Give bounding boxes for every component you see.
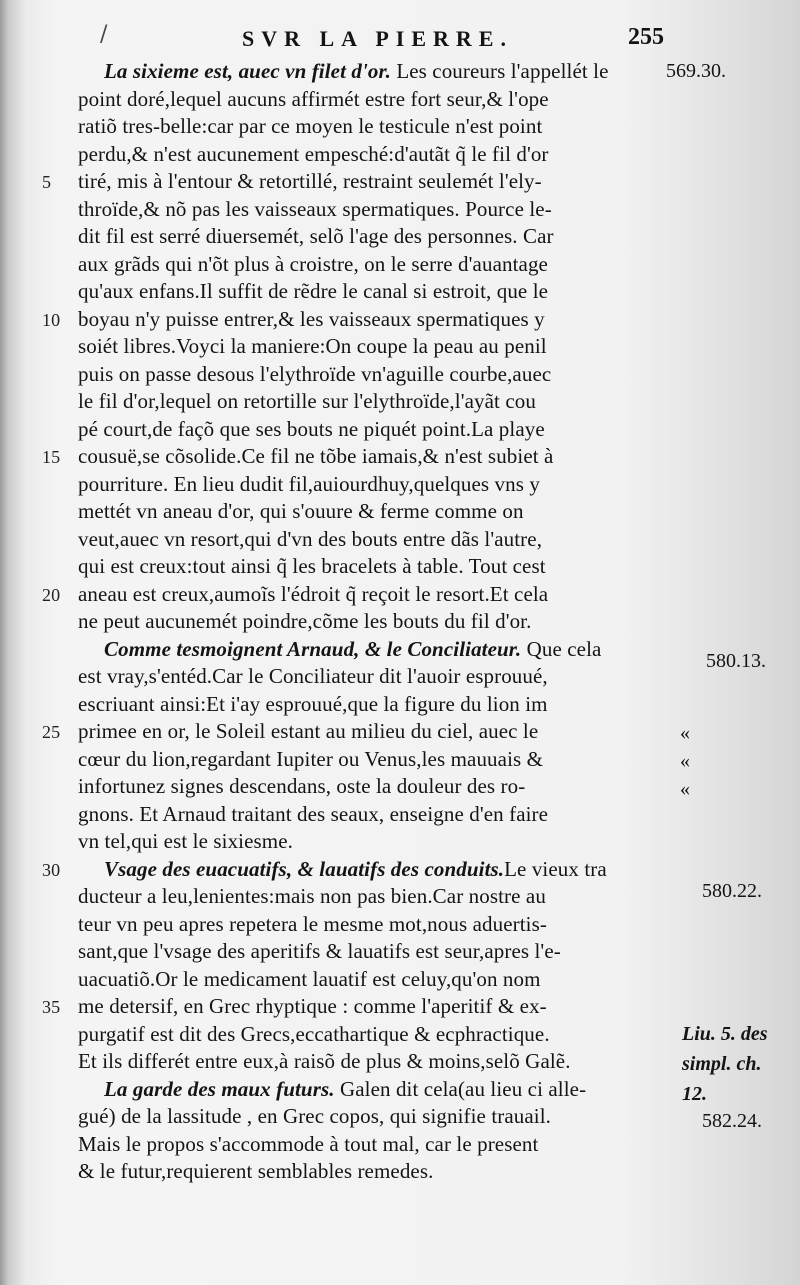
line-content [78,1103,551,1131]
line-content [78,498,524,526]
line-content [78,938,561,966]
line-content [78,361,551,389]
line-content [78,718,538,746]
line-text: Le vieux tra [504,856,607,881]
line-content [78,306,545,334]
line-text: boyau n'y puisse entrer,& les vaisseaux spermatiques y [78,306,545,331]
line-content [78,141,549,169]
line-content [78,663,548,691]
line-content [78,966,541,994]
line-number: 25 [42,722,61,742]
line-content [78,1158,433,1186]
line-text: soiét libres.Voyci la maniere:On coupe la peau au penil [78,334,547,358]
line-text: ducteur a leu,lenientes:mais non pas bien.Car nostre au [78,884,546,908]
line-text: throïde,& nõ pas les vaisseaux spermatiques. Pource le- [78,196,552,221]
line-text: purgatif est dit des Grecs,eccathartique & ecphractique. [78,1021,550,1046]
page-number: 255 [628,24,664,50]
line-content [78,883,546,911]
text-line [42,718,682,746]
line-content [78,113,542,141]
text-line [62,691,682,719]
margin-ref: 580.22. [702,880,762,902]
line-text: point doré,lequel aucuns affirmét estre fort seur,& l'ope [78,86,549,111]
text-line [42,581,682,609]
line-text: Galen dit cela(au lieu ci alle- [334,1076,587,1101]
line-content [78,553,546,581]
text-line [62,141,682,169]
main-text-block [42,58,682,1186]
line-content [78,86,549,114]
line-text: aux grãds qui n'õt plus à croistre, on le serre d'auantage [78,251,548,276]
text-line [62,938,682,966]
text-line [62,1131,682,1159]
line-content [78,416,545,444]
line-content [78,223,554,251]
line-text: Et ils differét entre eux,à raisõ de plus & moins,selõ Galẽ. [78,1049,571,1073]
rubric-label: La garde des maux futurs. [104,1076,335,1101]
line-text: pourriture. En lieu dudit fil,auiourdhuy,quelques vns y [78,471,540,496]
line-text: teur vn peu apres repetera le mesme mot,nous aduertis- [78,911,547,936]
line-text: escriuant ainsi:Et i'ay esprouué,que la figure du lion im [78,691,548,716]
line-text: est vray,s'entéd.Car le Conciliateur dit l'auoir esprouué, [78,664,548,688]
text-line [62,86,682,114]
rubric-label: Vsage des euacuatifs, & lauatifs des conduits. [104,856,505,881]
line-text: aneau est creux,aumoĩs l'édroit q̃ reçoit le resort.Et cela [78,581,549,606]
line-content [78,443,553,471]
text-line [42,993,682,1021]
line-content [78,278,548,306]
text-line [62,608,682,636]
line-content [104,856,607,884]
line-text: & le futur,requierent semblables remedes. [78,1159,434,1183]
line-content [78,581,548,609]
text-line [62,911,682,939]
margin-quote-mark: « [680,750,690,772]
text-line [42,168,682,196]
text-line [62,1103,682,1131]
line-text: le fil d'or,lequel on retortille sur l'elythroïde,l'ayãt cou [78,389,536,413]
line-text: Les coureurs l'appellét le [390,59,609,83]
line-number: 5 [42,172,52,192]
rubric-label: Comme tesmoignent Arnaud, & le Conciliateur. [104,636,522,661]
text-line [42,306,682,334]
line-text: primee en or, le Soleil estant au milieu du ciel, auec le [78,719,539,743]
line-text: cœur du lion,regardant Iupiter ou Venus,les mauuais & [78,746,544,771]
line-content [78,801,548,829]
text-line [62,1076,682,1104]
text-line [62,333,682,361]
line-text: ne peut aucunemét poindre,cõme les bouts du fil d'or. [78,609,532,633]
line-content [78,993,547,1021]
line-content [78,251,548,279]
line-text: dit fil est serré diuersemét, selõ l'age des personnes. Car [78,224,554,248]
text-line [62,251,682,279]
line-content [78,1131,538,1159]
line-text: Que cela [521,636,602,661]
line-content [78,526,542,554]
line-content [78,388,536,416]
line-text: Mais le propos s'accommode à tout mal, car le present [78,1131,539,1156]
text-line [62,498,682,526]
line-content [78,691,548,719]
line-text: uacuatiõ.Or le medicament lauatif est celuy,qu'on nom [78,966,541,991]
line-content [78,773,525,801]
line-text: cousuë,se cõsolide.Ce fil ne tõbe iamais,& n'est subiet à [78,444,554,468]
text-line [62,223,682,251]
line-content [104,1076,586,1104]
margin-ref: 580.13. [706,650,766,672]
line-content [78,333,547,361]
rubric-label: La sixieme est, auec vn filet d'or. [104,59,391,83]
line-content [104,636,601,664]
text-line [62,663,682,691]
line-content [78,746,543,774]
line-text: gué) de la lassitude , en Grec copos, qui signifie trauail. [78,1104,552,1128]
line-text: ratiõ tres-belle:car par ce moyen le testicule n'est point [78,114,543,138]
line-content [104,58,609,86]
line-text: me detersif, en Grec rhyptique : comme l'aperitif & ex- [78,994,547,1018]
line-content [78,1021,550,1049]
margin-quote-mark: « [680,722,690,744]
text-line [42,443,682,471]
text-line [62,773,682,801]
line-number: 30 [42,859,61,880]
text-line [62,361,682,389]
header-mark: / [100,22,108,47]
text-line [62,58,682,86]
line-text: infortunez signes descendans, oste la douleur des ro- [78,774,526,798]
line-text: mettét vn aneau d'or, qui s'ouure & ferme comme on [78,499,524,523]
line-content [78,828,293,856]
running-head: SVR LA PIERRE. [242,26,513,51]
margin-note-line: 12. [682,1083,707,1105]
line-number: 35 [42,997,61,1017]
line-text: gnons. Et Arnaud traitant des seaux, enseigne d'en faire [78,801,549,826]
text-line [62,471,682,499]
line-text: tiré, mis à l'entour & retortillé, restraint seulemét l'ely- [78,169,542,193]
line-text: puis on passe desous l'elythroïde vn'aguille courbe,auec [78,361,552,386]
text-line [62,746,682,774]
line-text: qui est creux:tout ainsi q̃ les bracelets à table. Tout cest [78,554,546,578]
line-text: qu'aux enfans.Il suffit de rẽdre le canal si estroit, que le [78,279,549,303]
line-number: 20 [42,584,61,605]
line-content [78,1048,571,1076]
line-number: 10 [42,309,61,330]
text-line [62,1158,682,1186]
text-line [62,553,682,581]
text-line [62,196,682,224]
margin-ref: 569.30. [666,60,726,82]
line-text: sant,que l'vsage des aperitifs & lauatifs est seur,apres l'e- [78,939,561,963]
line-content [78,608,531,636]
text-line [62,526,682,554]
margin-note-line: Liu. 5. des [682,1023,768,1045]
margin-note-line: simpl. ch. [682,1053,762,1075]
text-line [62,113,682,141]
margin-ref: 582.24. [702,1110,762,1132]
line-text: veut,auec vn resort,qui d'vn des bouts entre dãs l'autre, [78,526,543,551]
line-content [78,196,552,224]
text-line [62,1048,682,1076]
line-number: 15 [42,447,61,467]
line-content [78,471,540,499]
text-line [62,636,682,664]
line-content [78,168,542,196]
text-line [62,416,682,444]
text-line [62,278,682,306]
line-text: perdu,& n'est aucunement empesché:d'autãt q̃ le fil d'or [78,141,549,166]
text-line [42,856,682,884]
line-text: vn tel,qui est le sixiesme. [78,829,293,853]
line-text: pé court,de façõ que ses bouts ne piquét point.La playe [78,416,545,441]
line-content [78,911,547,939]
text-line [62,966,682,994]
margin-quote-mark: « [680,778,690,800]
text-line [62,883,682,911]
text-line [62,801,682,829]
text-line [62,828,682,856]
page-header [0,18,800,58]
text-line [62,1021,682,1049]
text-line [62,388,682,416]
